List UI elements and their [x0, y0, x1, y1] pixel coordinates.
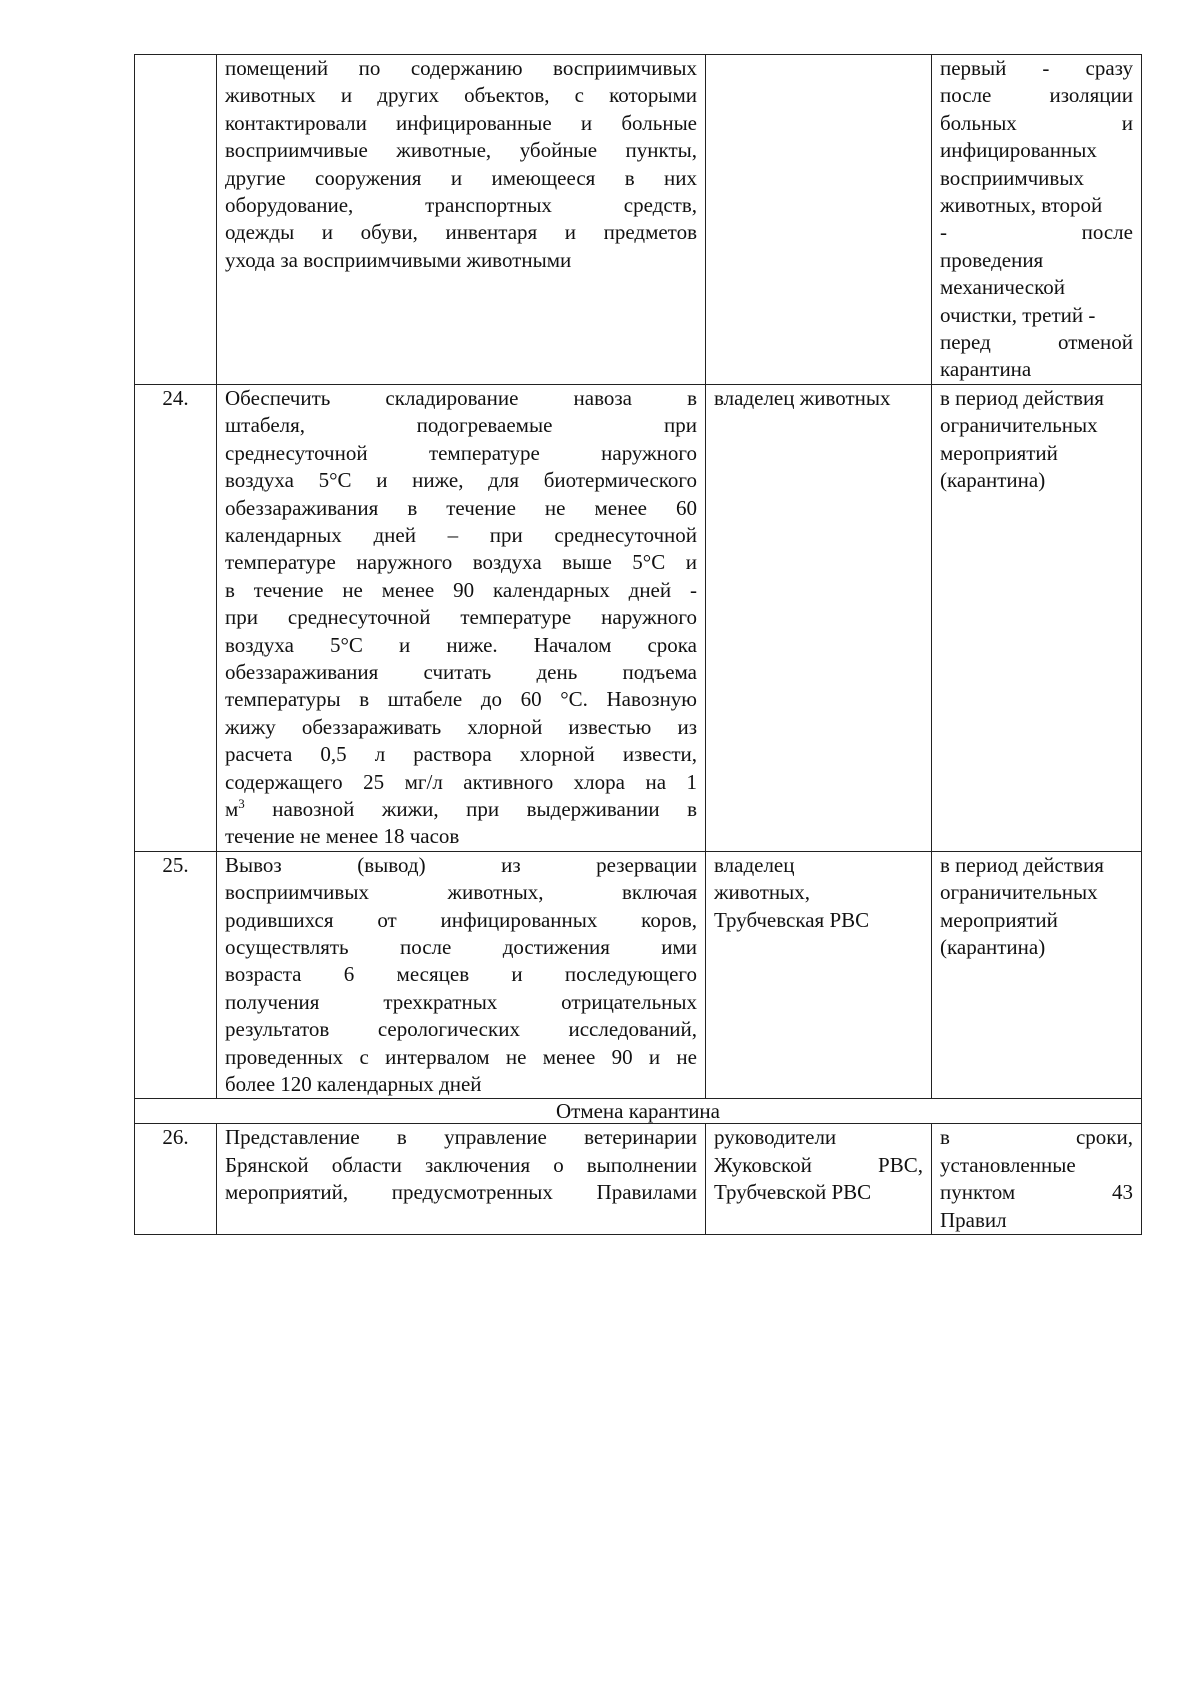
term-line: пунктом 43 [940, 1180, 1133, 1205]
measure-line: более 120 календарных дней [225, 1072, 482, 1097]
responsible-line: владелец животных [714, 385, 891, 410]
measure-cell [217, 851, 706, 1099]
responsible-line: Трубчевской РВС [714, 1180, 872, 1205]
term-cell [932, 55, 1142, 385]
term-line: механической [940, 275, 1065, 300]
measure-line: восприимчивые животные, убойные пункты, [225, 138, 697, 163]
measure-line: Брянской области заключения о выполнении [225, 1152, 697, 1177]
measure-line: Вывоз (вывод) из резервации [225, 852, 697, 877]
section-title: Отмена карантина [135, 1099, 1142, 1124]
measure-line: жижу обеззараживать хлорной известью из [225, 714, 697, 739]
measure-cell [217, 55, 706, 385]
unit-base: м [225, 796, 239, 821]
responsible-line: животных, [714, 880, 811, 905]
measures-table [134, 54, 1142, 1235]
row-number: 24. [135, 384, 217, 851]
term-line: карантина [940, 357, 1032, 382]
term-line: - после [940, 220, 1133, 245]
responsible-line: владелец [714, 852, 795, 877]
measure-line: контактировали инфицированные и больные [225, 110, 697, 135]
responsible-line: Трубчевская РВС [714, 907, 870, 932]
responsible-cell [706, 55, 932, 385]
term-line: мероприятий [940, 907, 1058, 932]
row-number: 26. [135, 1124, 217, 1235]
measure-line: Обеспечить складирование навоза в [225, 385, 697, 410]
measure-line: среднесуточной температуре наружного [225, 440, 697, 465]
measure-line: получения трехкратных отрицательных [225, 989, 697, 1014]
measure-line: родившихся от инфицированных коров, [225, 907, 697, 932]
term-cell [932, 384, 1142, 851]
measure-line: календарных дней – при среднесуточной [225, 522, 697, 547]
table-row [135, 851, 1142, 1099]
measure-line: в течение не менее 90 календарных дней - [225, 577, 697, 602]
measure-cell [217, 1124, 706, 1235]
measure-line-with-unit [225, 796, 697, 823]
measure-line: помещений по содержанию восприимчивых [225, 56, 697, 80]
term-line: инфицированных [940, 138, 1097, 163]
responsible-cell [706, 1124, 932, 1235]
term-line: (карантина) [940, 935, 1046, 959]
measure-line: обеззараживания в течение не менее 60 [225, 495, 697, 520]
term-cell [932, 1124, 1142, 1235]
measure-line: содержащего 25 мг/л активного хлора на 1 [225, 769, 697, 794]
term-line: в сроки, [940, 1125, 1133, 1150]
term-line: Правил [940, 1207, 1007, 1232]
measure-line: воздуха 5°С и ниже. Началом срока [225, 632, 697, 657]
responsible-line: Жуковской РВС, [714, 1152, 923, 1177]
term-line: больных и [940, 110, 1133, 135]
term-line: перед отменой [940, 330, 1133, 355]
measure-line: при среднесуточной температуре наружного [225, 605, 697, 630]
responsible-cell [706, 851, 932, 1099]
term-line: (карантина) [940, 468, 1046, 493]
term-line: в период действия [940, 852, 1104, 877]
section-row [135, 1099, 1142, 1124]
measure-line: Представление в управление ветеринарии [225, 1125, 697, 1150]
unit-superscript: 3 [238, 795, 245, 811]
measure-line: животных и других объектов, с которыми [225, 83, 697, 108]
measure-line: другие сооружения и имеющееся в них [225, 165, 697, 190]
term-line: восприимчивых [940, 165, 1084, 190]
responsible-line: руководители [714, 1125, 837, 1150]
row-number: 25. [135, 851, 217, 1099]
measure-line: температуре наружного воздуха выше 5°С и [225, 550, 697, 575]
term-line: проведения [940, 247, 1044, 272]
measure-line: результатов серологических исследований, [225, 1017, 697, 1042]
measure-cell [217, 384, 706, 851]
measure-line: ухода за восприимчивыми животными [225, 247, 572, 272]
row-number [135, 55, 217, 385]
term-line: первый - сразу [940, 56, 1133, 80]
measure-line: расчета 0,5 л раствора хлорной извести, [225, 742, 697, 767]
term-line: животных, второй [940, 193, 1103, 218]
term-line: очистки, третий - [940, 302, 1096, 327]
term-line: после изоляции [940, 83, 1133, 108]
table-row [135, 55, 1142, 385]
measure-line: температуры в штабеле до 60 °С. Навозную [225, 687, 697, 712]
measure-line: течение не менее 18 часов [225, 824, 460, 849]
measure-line-text: навозной жижи, при выдерживании в [272, 796, 697, 821]
measure-line: восприимчивых животных, включая [225, 880, 697, 905]
measure-line: одежды и обуви, инвентаря и предметов [225, 220, 697, 245]
responsible-cell [706, 384, 932, 851]
term-cell [932, 851, 1142, 1099]
measure-line: мероприятий, предусмотренных Правилами [225, 1180, 697, 1205]
table-row [135, 384, 1142, 851]
term-line: ограничительных [940, 880, 1098, 905]
measure-line: обеззараживания считать день подъема [225, 659, 697, 684]
term-line: в период действия [940, 385, 1104, 410]
table-row [135, 1124, 1142, 1235]
measure-line: штабеля, подогреваемые при [225, 413, 697, 438]
term-line: установленные [940, 1152, 1076, 1177]
term-line: ограничительных [940, 413, 1098, 438]
term-line: мероприятий [940, 440, 1058, 465]
measure-line: осуществлять после достижения ими [225, 935, 697, 959]
measure-line: оборудование, транспортных средств, [225, 193, 697, 218]
measure-line: возраста 6 месяцев и последующего [225, 962, 697, 987]
measure-line: воздуха 5°С и ниже, для биотермического [225, 468, 697, 493]
measure-line: проведенных с интервалом не менее 90 и не [225, 1044, 697, 1069]
